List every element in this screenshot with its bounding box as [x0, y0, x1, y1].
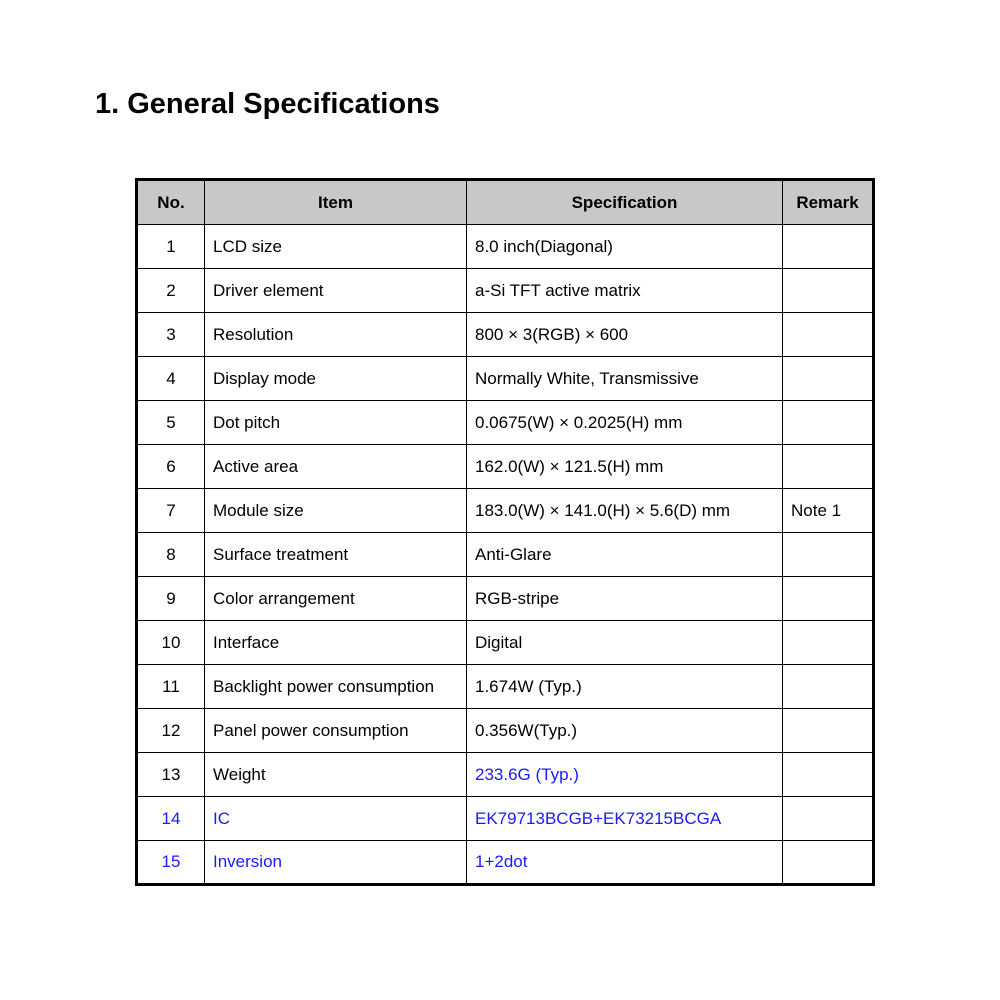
row-remark: [783, 577, 874, 621]
row-remark: Note 1: [783, 489, 874, 533]
row-remark: [783, 533, 874, 577]
table-row: [137, 665, 874, 709]
row-item: Module size: [205, 489, 467, 533]
row-item: Dot pitch: [205, 401, 467, 445]
row-item: Backlight power consumption: [205, 665, 467, 709]
table-row: [137, 841, 874, 885]
row-item: Interface: [205, 621, 467, 665]
row-item: IC: [205, 797, 467, 841]
row-remark: [783, 225, 874, 269]
row-number: 5: [137, 401, 205, 445]
row-remark: [783, 269, 874, 313]
row-remark: [783, 401, 874, 445]
row-number: 11: [137, 665, 205, 709]
row-specification: Digital: [467, 621, 783, 665]
row-specification: 8.0 inch(Diagonal): [467, 225, 783, 269]
row-item: Panel power consumption: [205, 709, 467, 753]
row-specification: EK79713BCGB+EK73215BCGA: [467, 797, 783, 841]
table-row: [137, 533, 874, 577]
row-number: 8: [137, 533, 205, 577]
table-row: [137, 797, 874, 841]
header-remark: Remark: [783, 180, 874, 225]
row-item: LCD size: [205, 225, 467, 269]
table-row: [137, 445, 874, 489]
table-header-row: [137, 180, 874, 225]
header-item: Item: [205, 180, 467, 225]
table-row: [137, 225, 874, 269]
header-specification: Specification: [467, 180, 783, 225]
row-number: 15: [137, 841, 205, 885]
row-specification: RGB-stripe: [467, 577, 783, 621]
row-remark: [783, 709, 874, 753]
row-remark: [783, 665, 874, 709]
page-title: 1. General Specifications: [95, 88, 440, 120]
table-row: [137, 357, 874, 401]
row-specification: 183.0(W) × 141.0(H) × 5.6(D) mm: [467, 489, 783, 533]
header-no: No.: [137, 180, 205, 225]
row-specification: 1.674W (Typ.): [467, 665, 783, 709]
table-row: [137, 577, 874, 621]
row-number: 2: [137, 269, 205, 313]
row-number: 4: [137, 357, 205, 401]
row-item: Driver element: [205, 269, 467, 313]
row-remark: [783, 313, 874, 357]
row-specification: 162.0(W) × 121.5(H) mm: [467, 445, 783, 489]
row-specification: 233.6G (Typ.): [467, 753, 783, 797]
table-row: [137, 753, 874, 797]
row-remark: [783, 841, 874, 885]
row-number: 7: [137, 489, 205, 533]
row-specification: 1+2dot: [467, 841, 783, 885]
row-number: 9: [137, 577, 205, 621]
row-item: Display mode: [205, 357, 467, 401]
row-remark: [783, 797, 874, 841]
row-item: Active area: [205, 445, 467, 489]
table-row: [137, 621, 874, 665]
row-item: Surface treatment: [205, 533, 467, 577]
row-remark: [783, 445, 874, 489]
row-item: Resolution: [205, 313, 467, 357]
row-item: Inversion: [205, 841, 467, 885]
row-number: 12: [137, 709, 205, 753]
table-row: [137, 313, 874, 357]
row-specification: Normally White, Transmissive: [467, 357, 783, 401]
row-specification: Anti-Glare: [467, 533, 783, 577]
table-row: [137, 401, 874, 445]
row-specification: a-Si TFT active matrix: [467, 269, 783, 313]
table-row: [137, 269, 874, 313]
row-remark: [783, 621, 874, 665]
row-specification: 0.0675(W) × 0.2025(H) mm: [467, 401, 783, 445]
row-specification: 800 × 3(RGB) × 600: [467, 313, 783, 357]
row-number: 10: [137, 621, 205, 665]
row-number: 3: [137, 313, 205, 357]
row-item: Weight: [205, 753, 467, 797]
table-row: [137, 489, 874, 533]
row-number: 6: [137, 445, 205, 489]
row-number: 13: [137, 753, 205, 797]
row-remark: [783, 357, 874, 401]
row-number: 1: [137, 225, 205, 269]
table-row: [137, 709, 874, 753]
row-specification: 0.356W(Typ.): [467, 709, 783, 753]
row-remark: [783, 753, 874, 797]
row-item: Color arrangement: [205, 577, 467, 621]
row-number: 14: [137, 797, 205, 841]
general-specifications-table: [135, 178, 875, 886]
